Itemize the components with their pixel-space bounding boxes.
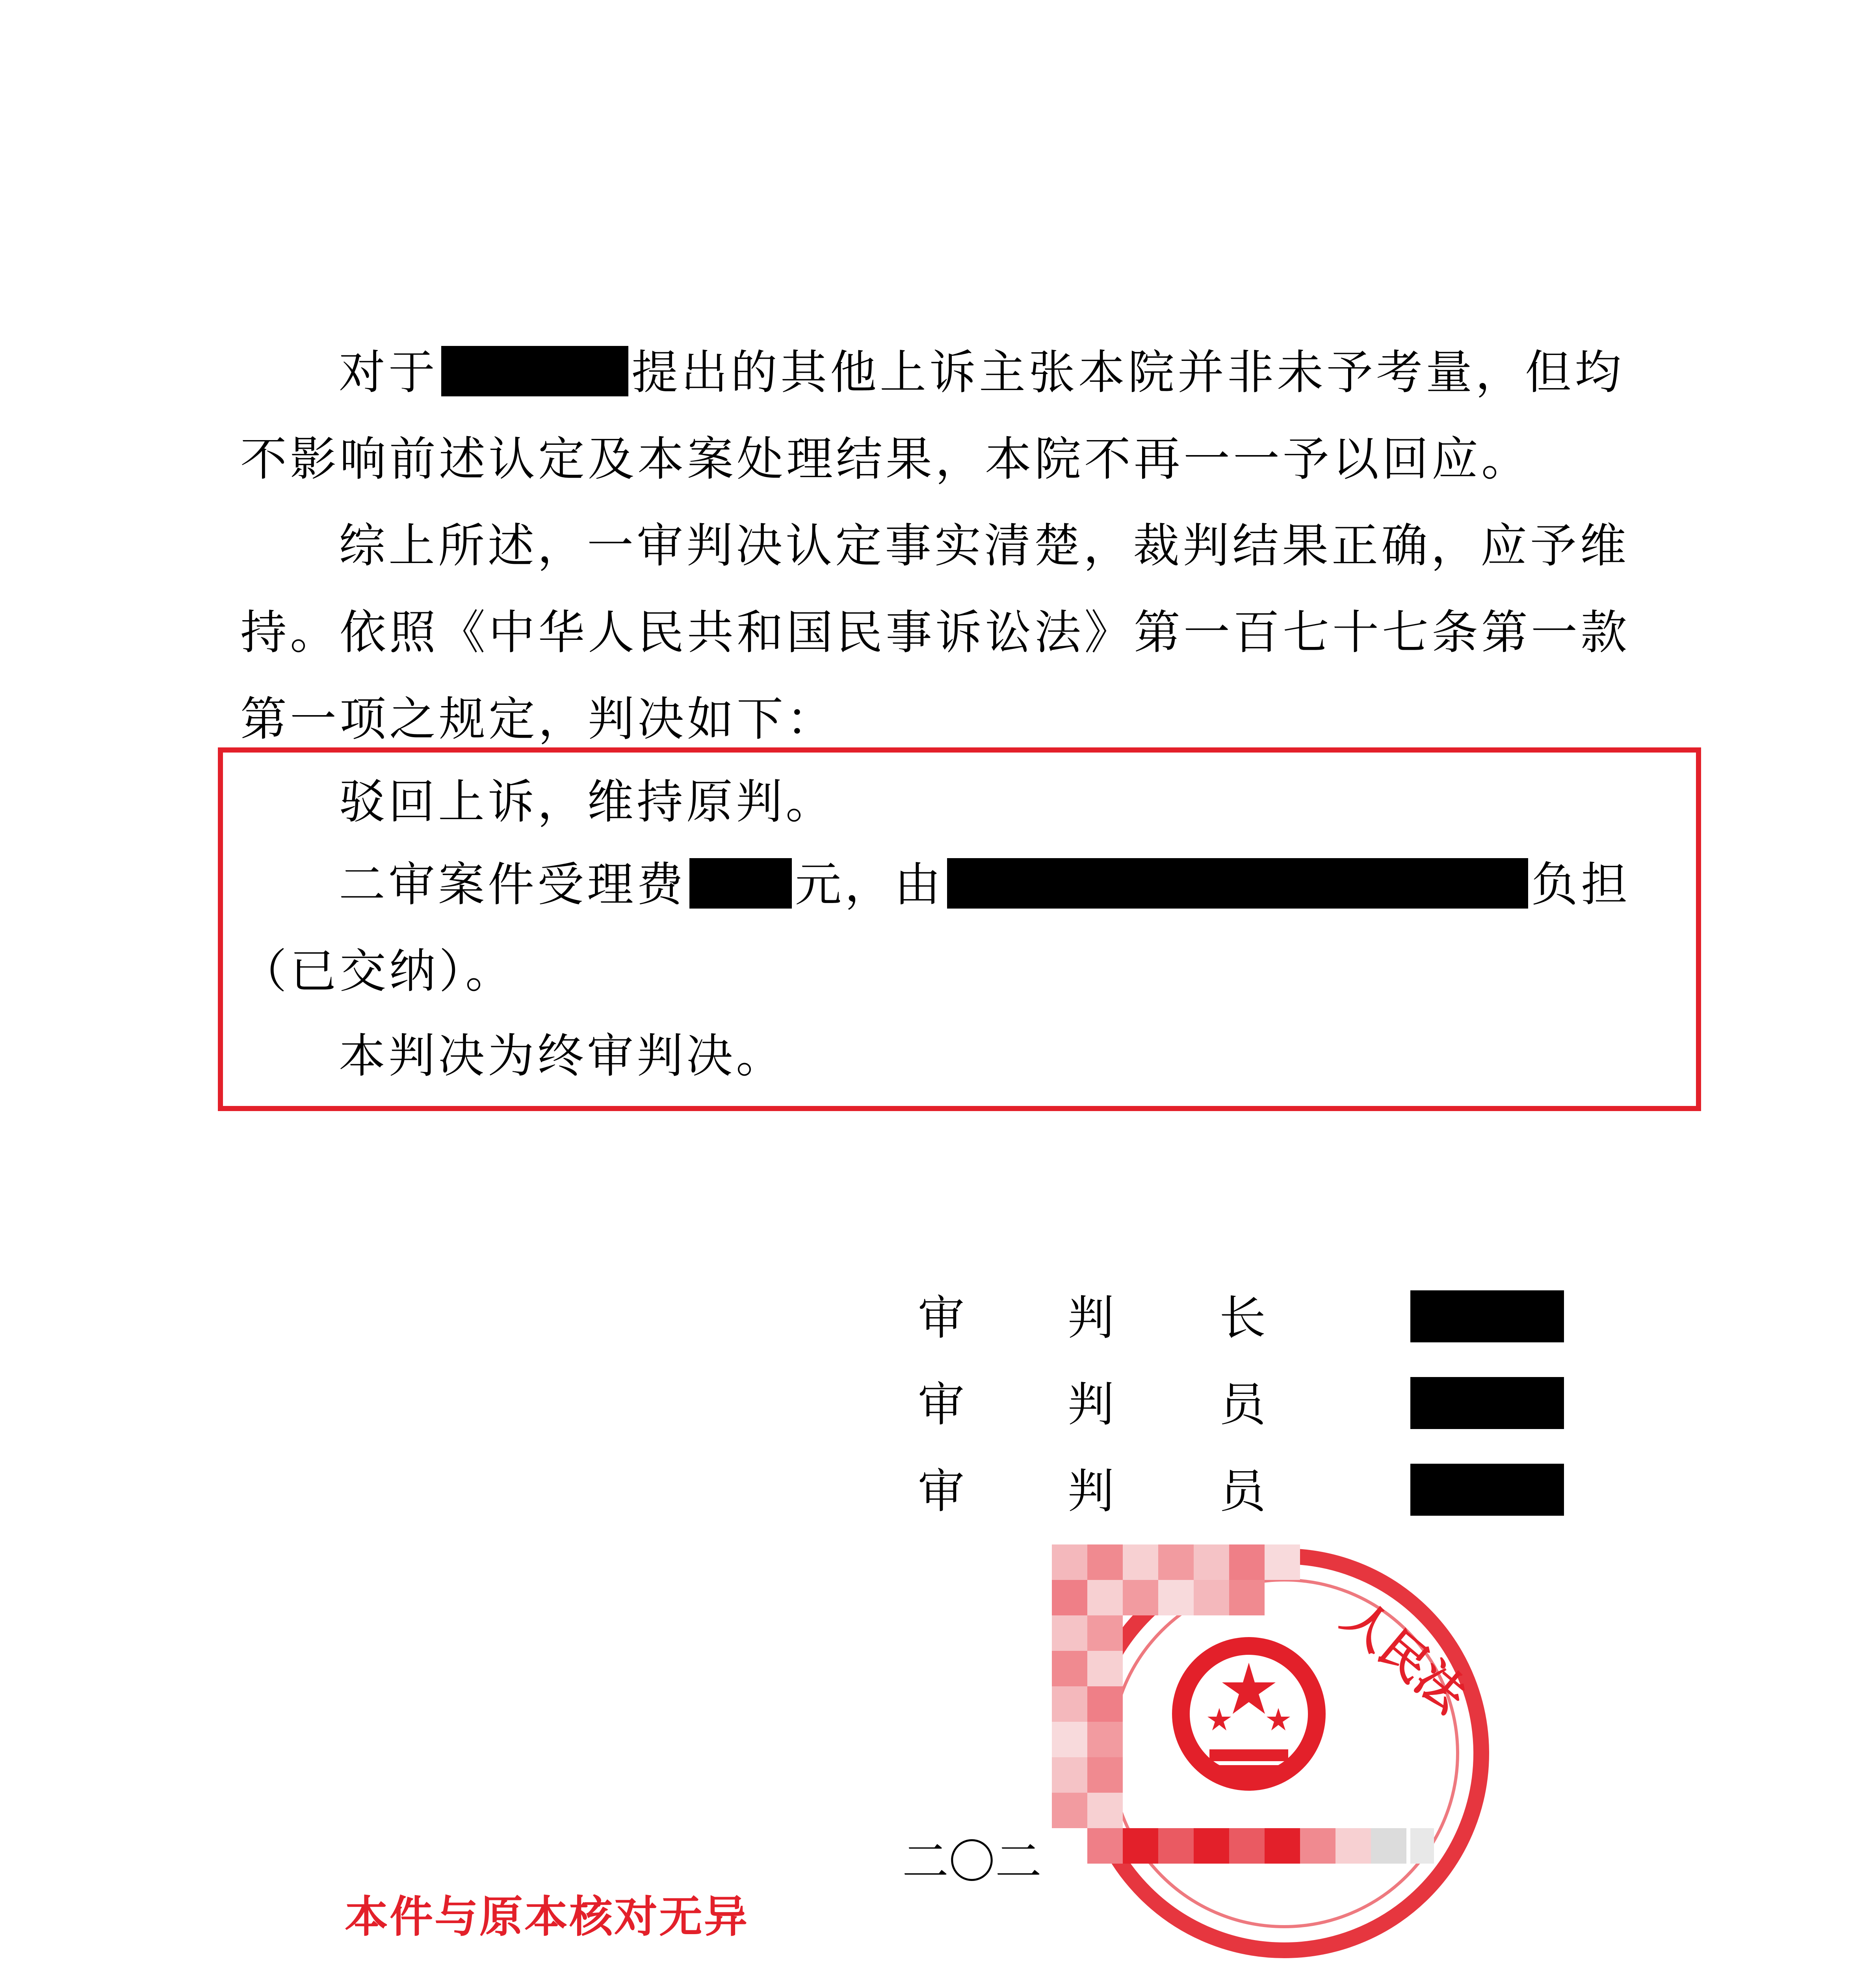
para2-line1: 综上所述，一审判决认定事实清楚，裁判结果正确，应予维: [339, 519, 1630, 573]
judgment-date: 二〇二: [902, 1834, 1042, 1889]
judgment-text-b: 元，由: [795, 857, 944, 912]
redaction-box: [689, 858, 792, 909]
seal-partial-text: 人民法: [1332, 1589, 1477, 1723]
para1-text-a: 对于: [339, 345, 438, 400]
judgment-text-c: 负担: [1531, 857, 1631, 912]
para1-line1: [339, 343, 1624, 402]
court-seal: [1040, 1529, 1497, 1970]
signature-presiding-judge: 审 判 长: [0, 1290, 1876, 1346]
redaction-box: [441, 346, 628, 396]
national-emblem-icon: [1172, 1637, 1326, 1791]
judgment-line1: 驳回上诉，维持原判。: [339, 775, 836, 829]
redaction-box: [1410, 1290, 1564, 1342]
judgment-text-a: 二审案件受理费: [339, 857, 687, 912]
judgment-line3: （已交纳）。: [240, 944, 515, 998]
para2-line3: 第一项之规定，判决如下：: [240, 692, 836, 746]
para1-line2: 不影响前述认定及本案处理结果，本院不再一一予以回应。: [240, 432, 1531, 486]
judgment-line2: [339, 855, 1631, 914]
para2-line2: 持。依照《中华人民共和国民事诉讼法》第一百七十七条第一款: [240, 605, 1631, 660]
signature-judge-2: 审 判 员: [0, 1464, 1876, 1519]
redaction-box: [1410, 1377, 1564, 1429]
para1-text-b: 提出的其他上诉主张本院并非未予考量，但均: [632, 345, 1625, 400]
redaction-box: [947, 858, 1528, 909]
judgment-line4: 本判决为终审判决。: [339, 1029, 786, 1083]
redaction-box: [1410, 1464, 1564, 1516]
copy-verified-stamp: 本件与原本核对无异: [345, 1891, 749, 1942]
signature-judge-1: 审 判 员: [0, 1377, 1876, 1432]
